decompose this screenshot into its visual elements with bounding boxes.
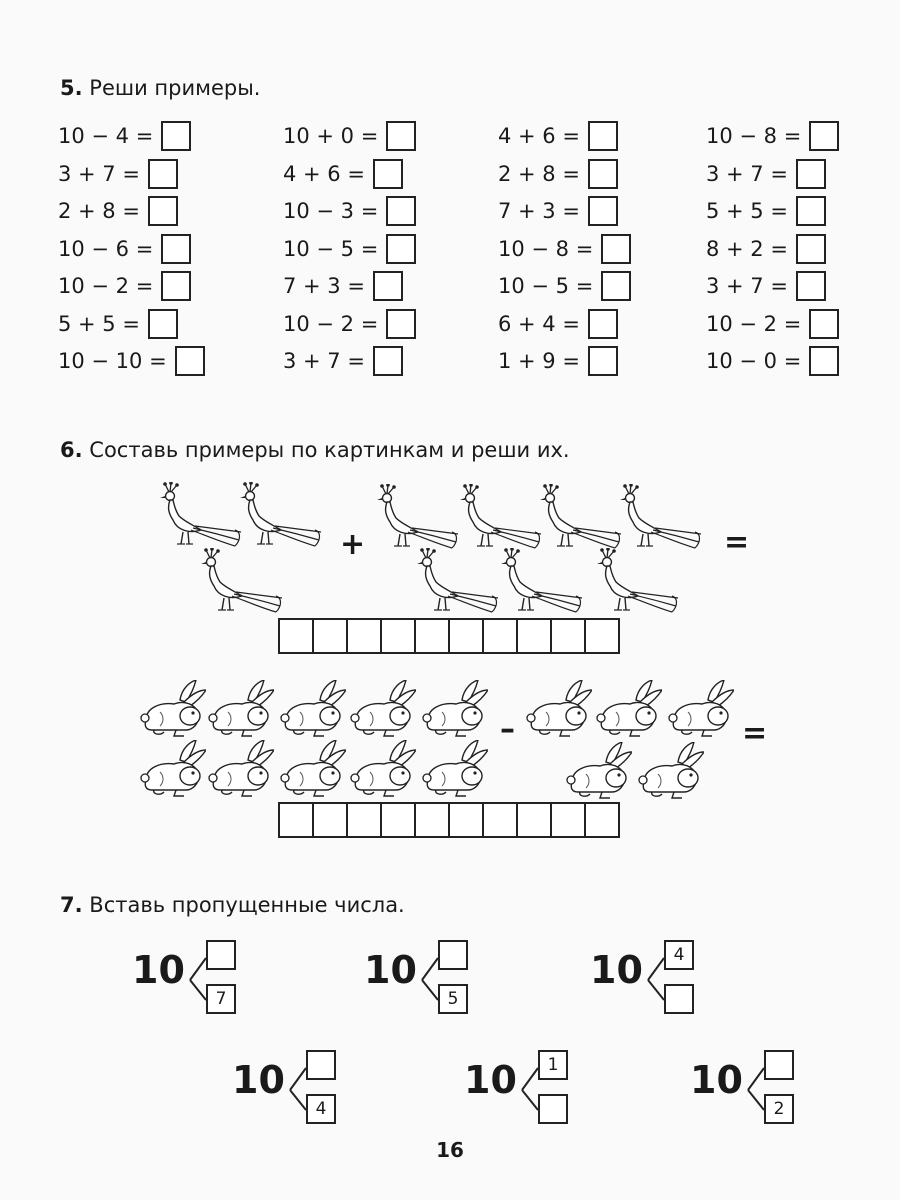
answer-box[interactable] — [588, 159, 618, 189]
rabbit-icon — [350, 740, 416, 798]
task5-example — [706, 195, 826, 227]
task5-example — [706, 345, 839, 377]
task5-example — [58, 345, 205, 377]
task5-example — [706, 158, 826, 190]
task5-example — [283, 345, 403, 377]
strip-cell[interactable] — [346, 802, 382, 838]
task5-example — [706, 233, 826, 265]
strip-cell[interactable] — [380, 802, 416, 838]
peacock-icon — [496, 548, 588, 614]
rabbit-icon — [140, 740, 206, 798]
strip-cell[interactable] — [584, 802, 620, 838]
branch-lines — [420, 944, 440, 1014]
task5-example — [498, 195, 618, 227]
strip-cell[interactable] — [550, 802, 586, 838]
example-expression: 7 + 3 = — [498, 199, 580, 223]
task5-example — [58, 233, 191, 265]
example-expression: 10 − 2 = — [706, 311, 802, 336]
peacock-icon — [592, 548, 684, 614]
task5-row — [58, 120, 858, 156]
number-composition — [690, 1050, 840, 1130]
task7-title — [60, 893, 405, 917]
example-expression: 6 + 4 = — [498, 311, 580, 336]
task5-row — [58, 308, 858, 344]
strip-cell[interactable] — [380, 618, 416, 654]
example-expression: 10 − 6 = — [58, 236, 154, 261]
task5-example — [283, 158, 403, 190]
task5-row — [58, 158, 858, 194]
task5-row — [58, 233, 858, 269]
answer-box[interactable] — [175, 346, 205, 376]
example-expression: 3 + 7 = — [706, 274, 788, 298]
example-expression: 10 − 3 = — [283, 199, 379, 223]
rabbit-icon — [596, 680, 662, 738]
task5-example — [498, 233, 631, 265]
minus-sign: – — [500, 712, 515, 747]
top-part-box[interactable] — [206, 940, 236, 970]
example-expression: 10 − 10 = — [58, 349, 167, 373]
top-part-box: 4 — [664, 940, 694, 970]
answer-box[interactable] — [161, 234, 191, 264]
task5-example — [58, 158, 178, 190]
rabbit-icon — [208, 740, 274, 798]
example-expression: 10 − 2 = — [283, 311, 379, 336]
equals-sign-birds: = — [724, 525, 750, 560]
task6-title — [60, 438, 570, 462]
answer-box[interactable] — [809, 346, 839, 376]
task5-example — [283, 270, 403, 302]
whole-number: 10 — [590, 948, 643, 992]
example-expression: 3 + 7 = — [283, 349, 365, 373]
rabbit-icon — [422, 680, 488, 738]
rabbit-icon — [526, 680, 592, 738]
strip-cell[interactable] — [516, 618, 552, 654]
strip-cell[interactable] — [278, 618, 314, 654]
task7-title-text: Вставь пропущенные числа. — [89, 893, 405, 917]
branch-lines — [188, 944, 208, 1014]
task5-title — [60, 76, 260, 100]
task5-example — [706, 308, 839, 340]
strip-cell[interactable] — [312, 618, 348, 654]
answer-box[interactable] — [796, 234, 826, 264]
rabbit-icon — [566, 742, 632, 800]
rabbit-icon — [350, 680, 416, 738]
bottom-part-box: 4 — [306, 1094, 336, 1124]
number-composition — [132, 940, 282, 1020]
task5-example — [498, 345, 618, 377]
example-expression: 10 − 5 = — [283, 236, 379, 261]
rabbits-answer-strip[interactable] — [278, 802, 618, 838]
answer-box[interactable] — [601, 271, 631, 301]
answer-box[interactable] — [588, 309, 618, 339]
answer-box[interactable] — [796, 196, 826, 226]
example-expression: 10 − 4 = — [58, 124, 154, 148]
task5-example — [498, 270, 631, 302]
strip-cell[interactable] — [516, 802, 552, 838]
rabbit-icon — [638, 742, 704, 800]
top-part-box[interactable] — [306, 1050, 336, 1080]
example-expression: 8 + 2 = — [706, 236, 788, 261]
answer-box[interactable] — [386, 196, 416, 226]
task5-example — [498, 158, 618, 190]
branch-lines — [520, 1054, 540, 1124]
example-expression: 10 − 5 = — [498, 274, 594, 298]
strip-cell[interactable] — [584, 618, 620, 654]
task5-example — [58, 120, 191, 152]
task5-row — [58, 345, 858, 381]
branch-lines — [288, 1054, 308, 1124]
task5-example — [58, 195, 178, 227]
peacock-icon — [155, 482, 247, 548]
bottom-part-box: 7 — [206, 984, 236, 1014]
peacock-icon — [196, 548, 288, 614]
strip-cell[interactable] — [414, 618, 450, 654]
strip-cell[interactable] — [482, 802, 518, 838]
top-part-box[interactable] — [438, 940, 468, 970]
answer-box[interactable] — [601, 234, 631, 264]
task5-example — [706, 120, 839, 152]
page-number: 16 — [436, 1138, 464, 1162]
example-expression: 5 + 5 = — [58, 311, 140, 336]
branch-lines — [746, 1054, 766, 1124]
example-expression: 2 + 8 = — [498, 161, 580, 186]
answer-box[interactable] — [809, 309, 839, 339]
strip-cell[interactable] — [414, 802, 450, 838]
example-expression: 4 + 6 = — [283, 161, 365, 186]
answer-box[interactable] — [588, 196, 618, 226]
example-expression: 5 + 5 = — [706, 199, 788, 223]
whole-number: 10 — [132, 948, 185, 992]
answer-box[interactable] — [588, 346, 618, 376]
task5-example — [498, 308, 618, 340]
rabbit-icon — [668, 680, 734, 738]
example-expression: 7 + 3 = — [283, 274, 365, 298]
task5-row — [58, 270, 858, 306]
answer-box[interactable] — [588, 121, 618, 151]
answer-box[interactable] — [161, 271, 191, 301]
rabbit-icon — [422, 740, 488, 798]
task5-number: 5. — [60, 76, 83, 100]
task7-number: 7. — [60, 893, 83, 917]
top-part-box[interactable] — [764, 1050, 794, 1080]
peacock-icon — [372, 484, 464, 550]
answer-box[interactable] — [148, 309, 178, 339]
answer-box[interactable] — [373, 159, 403, 189]
task5-example — [498, 120, 618, 152]
equals-sign-rabbits: = — [742, 716, 768, 751]
task5-example — [283, 308, 416, 340]
answer-box[interactable] — [386, 234, 416, 264]
example-expression: 2 + 8 = — [58, 199, 140, 223]
example-expression: 4 + 6 = — [498, 124, 580, 148]
whole-number: 10 — [364, 948, 417, 992]
answer-box[interactable] — [386, 309, 416, 339]
rabbit-icon — [280, 740, 346, 798]
birds-answer-strip[interactable] — [278, 618, 618, 654]
plus-sign: + — [340, 527, 366, 562]
peacock-icon — [535, 484, 627, 550]
rabbit-icon — [140, 680, 206, 738]
task5-example — [283, 120, 416, 152]
example-expression: 10 − 8 = — [498, 236, 594, 261]
example-expression: 10 + 0 = — [283, 124, 379, 148]
task6-title-text: Составь примеры по картинкам и реши их. — [89, 438, 570, 462]
task5-title-text: Реши примеры. — [89, 76, 261, 100]
peacock-icon — [235, 482, 327, 548]
strip-cell[interactable] — [482, 618, 518, 654]
whole-number: 10 — [464, 1058, 517, 1102]
peacock-icon — [455, 484, 547, 550]
strip-cell[interactable] — [278, 802, 314, 838]
answer-box[interactable] — [796, 159, 826, 189]
task5-example — [58, 308, 178, 340]
example-expression: 10 − 0 = — [706, 349, 802, 373]
answer-box[interactable] — [809, 121, 839, 151]
answer-box[interactable] — [373, 346, 403, 376]
number-composition — [364, 940, 514, 1020]
answer-box[interactable] — [386, 121, 416, 151]
rabbit-icon — [280, 680, 346, 738]
peacock-icon — [615, 484, 707, 550]
strip-cell[interactable] — [448, 802, 484, 838]
top-part-box: 1 — [538, 1050, 568, 1080]
bottom-part-box[interactable] — [538, 1094, 568, 1124]
task5-example — [706, 270, 826, 302]
example-expression: 3 + 7 = — [58, 161, 140, 186]
task5-example — [58, 270, 191, 302]
strip-cell[interactable] — [312, 802, 348, 838]
answer-box[interactable] — [161, 121, 191, 151]
strip-cell[interactable] — [448, 618, 484, 654]
example-expression: 10 − 8 = — [706, 124, 802, 148]
strip-cell[interactable] — [346, 618, 382, 654]
example-expression: 3 + 7 = — [706, 161, 788, 186]
task5-row — [58, 195, 858, 231]
number-composition — [590, 940, 740, 1020]
rabbit-icon — [208, 680, 274, 738]
branch-lines — [646, 944, 666, 1014]
task6-number: 6. — [60, 438, 83, 462]
example-expression: 10 − 2 = — [58, 274, 154, 298]
task5-example — [283, 195, 416, 227]
bottom-part-box: 5 — [438, 984, 468, 1014]
answer-box[interactable] — [148, 159, 178, 189]
strip-cell[interactable] — [550, 618, 586, 654]
peacock-icon — [412, 548, 504, 614]
answer-box[interactable] — [373, 271, 403, 301]
number-composition — [232, 1050, 382, 1130]
number-composition — [464, 1050, 614, 1130]
whole-number: 10 — [690, 1058, 743, 1102]
answer-box[interactable] — [796, 271, 826, 301]
bottom-part-box: 2 — [764, 1094, 794, 1124]
task5-example — [283, 233, 416, 265]
example-expression: 1 + 9 = — [498, 349, 580, 373]
whole-number: 10 — [232, 1058, 285, 1102]
bottom-part-box[interactable] — [664, 984, 694, 1014]
answer-box[interactable] — [148, 196, 178, 226]
